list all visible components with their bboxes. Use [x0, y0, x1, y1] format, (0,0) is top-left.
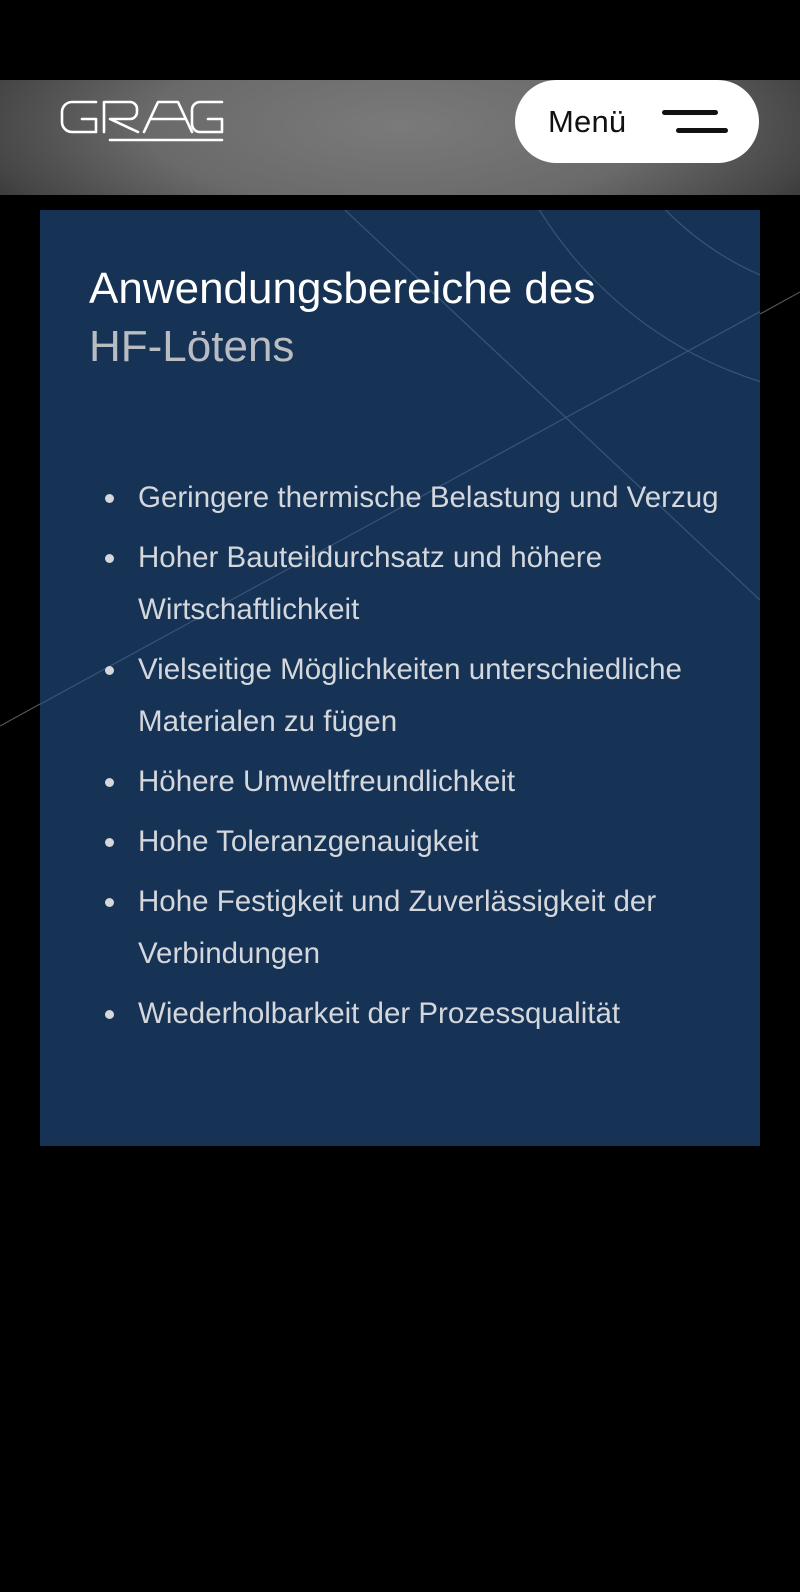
bullet-icon [105, 898, 114, 907]
bullet-icon [105, 778, 114, 787]
bullet-icon [105, 666, 114, 675]
feature-item [89, 644, 729, 748]
feature-list [89, 472, 729, 1048]
bullet-icon [105, 1010, 114, 1019]
feature-item [89, 988, 729, 1040]
section-title-secondary: HF-Lötens [89, 322, 295, 371]
bullet-icon [105, 494, 114, 503]
feature-text: Höhere Umweltfreundlichkeit [138, 765, 516, 798]
feature-text: Wiederholbarkeit der Prozessqualität [138, 997, 621, 1030]
feature-text: Hohe Toleranzgenauigkeit [138, 825, 479, 858]
grag-logo[interactable] [60, 100, 226, 144]
feature-text: Vielseitige Möglichkeiten unterschiedliche Materialen zu fügen [138, 653, 682, 738]
status-area [0, 0, 800, 80]
applications-card [40, 210, 760, 1146]
feature-text: Geringere thermische Belastung und Verzug [138, 481, 719, 514]
bullet-icon [105, 554, 114, 563]
section-title [89, 260, 595, 376]
hamburger-icon [662, 110, 732, 136]
grag-logo-mark [60, 100, 226, 144]
feature-item [89, 472, 729, 524]
hamburger-bar [662, 110, 718, 115]
feature-text: Hoher Bauteildurchsatz und höhere Wirtschaftlichkeit [138, 541, 603, 626]
bullet-icon [105, 838, 114, 847]
menu-label: Menü [548, 103, 627, 139]
section-title-primary: Anwendungsbereiche des [89, 264, 596, 313]
feature-item [89, 876, 729, 980]
feature-item [89, 816, 729, 868]
feature-text: Hohe Festigkeit und Zuverlässigkeit der Verbindungen [138, 885, 657, 970]
feature-item [89, 532, 729, 636]
feature-item [89, 756, 729, 808]
menu-button[interactable] [515, 80, 759, 163]
hamburger-bar [676, 128, 728, 133]
